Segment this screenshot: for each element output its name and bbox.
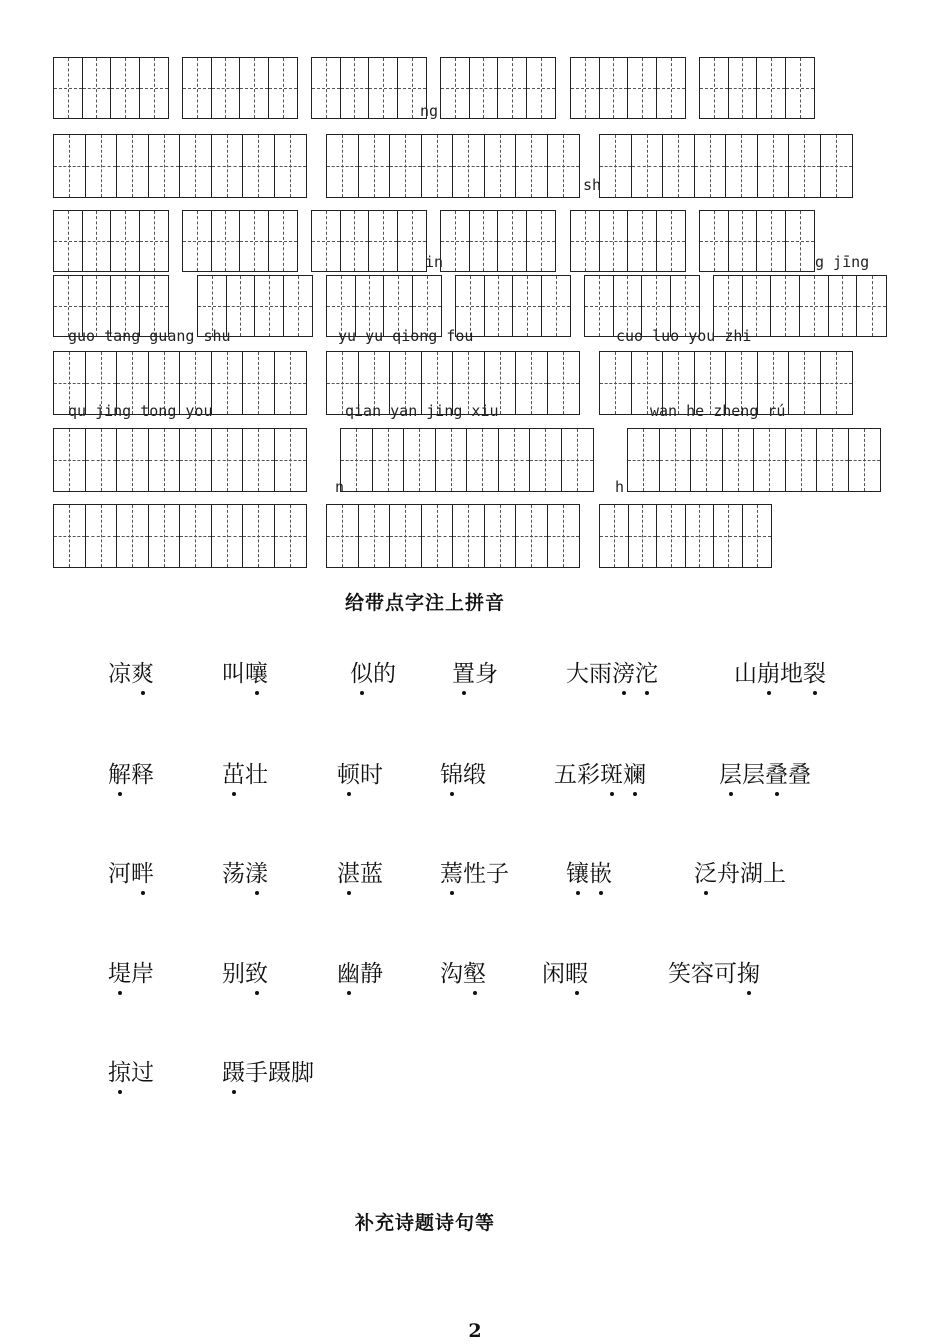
writing-grid-cell bbox=[786, 429, 818, 491]
writing-grid-cell bbox=[530, 429, 562, 491]
writing-grid-group bbox=[440, 210, 556, 272]
writing-grid-cell bbox=[686, 505, 715, 567]
word-item bbox=[222, 855, 268, 888]
writing-grid-cell bbox=[527, 58, 556, 118]
writing-grid-cell bbox=[600, 135, 632, 197]
writing-grid-cell bbox=[275, 352, 307, 414]
writing-grid-cell bbox=[743, 505, 772, 567]
dotted-character: 沱 bbox=[635, 655, 658, 688]
writing-grid-cell bbox=[571, 58, 600, 118]
writing-grid-cell bbox=[548, 135, 580, 197]
writing-grid-cell bbox=[390, 505, 422, 567]
writing-grid-cell bbox=[369, 211, 398, 271]
writing-grid-cell bbox=[275, 505, 307, 567]
dotted-character: 置 bbox=[452, 655, 475, 688]
dotted-character: 暇 bbox=[565, 955, 588, 988]
word-item bbox=[668, 955, 760, 988]
writing-grid-cell bbox=[369, 58, 398, 118]
dotted-character: 镶 bbox=[566, 855, 589, 888]
dotted-character: 嵌 bbox=[589, 855, 612, 888]
writing-grid-cell bbox=[786, 211, 815, 271]
writing-grid-cell bbox=[83, 58, 112, 118]
writing-grid-cell bbox=[54, 211, 83, 271]
writing-grid-cell bbox=[212, 211, 241, 271]
writing-grid-cell bbox=[359, 505, 391, 567]
writing-grid-cell bbox=[829, 276, 858, 336]
dotted-character: 泛 bbox=[694, 855, 717, 888]
writing-grid-cell bbox=[312, 58, 341, 118]
dotted-character: 嚷 bbox=[245, 655, 268, 688]
writing-grid-group bbox=[326, 134, 580, 198]
writing-grid-cell bbox=[453, 135, 485, 197]
word-text: 缎 bbox=[463, 762, 486, 788]
pinyin-fragment: in bbox=[425, 253, 444, 271]
writing-grid-group bbox=[53, 57, 169, 119]
writing-grid-cell bbox=[628, 429, 660, 491]
writing-grid-cell bbox=[498, 58, 527, 118]
word-text: 山 bbox=[734, 661, 757, 687]
writing-grid-cell bbox=[657, 211, 686, 271]
dotted-character: 斓 bbox=[623, 756, 646, 789]
word-item bbox=[554, 756, 646, 789]
word-text: 层 bbox=[742, 762, 765, 788]
pinyin-fragment: guo tang guang shu bbox=[68, 327, 231, 345]
word-item bbox=[108, 655, 154, 688]
word-text: 大雨 bbox=[566, 661, 612, 687]
writing-grid-cell bbox=[240, 211, 269, 271]
writing-grid-cell bbox=[516, 505, 548, 567]
writing-grid-cell bbox=[240, 58, 269, 118]
writing-grid-cell bbox=[800, 276, 829, 336]
word-text: 叠 bbox=[788, 762, 811, 788]
writing-grid-cell bbox=[600, 352, 632, 414]
writing-grid-cell bbox=[857, 276, 886, 336]
writing-grid-cell bbox=[600, 505, 629, 567]
writing-grid-cell bbox=[243, 505, 275, 567]
writing-grid-cell bbox=[516, 135, 548, 197]
word-text: 河 bbox=[108, 861, 131, 887]
writing-grid-group bbox=[311, 210, 427, 272]
pinyin-fragment: qu jing tong you bbox=[68, 402, 213, 420]
dotted-character: 斑 bbox=[600, 756, 623, 789]
writing-grid-group bbox=[627, 428, 881, 492]
pinyin-fragment: h bbox=[615, 478, 625, 496]
writing-grid-cell bbox=[516, 352, 548, 414]
writing-grid-cell bbox=[117, 135, 149, 197]
word-item bbox=[440, 855, 509, 888]
writing-grid-cell bbox=[54, 429, 86, 491]
dotted-character: 壑 bbox=[463, 955, 486, 988]
dotted-character: 层 bbox=[719, 756, 742, 789]
writing-grid-cell bbox=[757, 211, 786, 271]
word-text: 身 bbox=[475, 661, 498, 687]
writing-grid-cell bbox=[789, 135, 821, 197]
dotted-character: 锦 bbox=[440, 756, 463, 789]
writing-grid-cell bbox=[600, 211, 629, 271]
writing-grid-cell bbox=[83, 211, 112, 271]
writing-grid-cell bbox=[754, 429, 786, 491]
pinyin-fragment: ng bbox=[420, 102, 439, 120]
writing-grid-cell bbox=[758, 135, 790, 197]
word-item bbox=[452, 655, 498, 688]
writing-grid-group bbox=[570, 210, 686, 272]
writing-grid-cell bbox=[771, 276, 800, 336]
word-item bbox=[222, 655, 268, 688]
writing-grid-cell bbox=[571, 211, 600, 271]
writing-grid-cell bbox=[275, 429, 307, 491]
word-item bbox=[734, 655, 826, 688]
word-item bbox=[108, 955, 154, 988]
writing-grid-cell bbox=[183, 211, 212, 271]
writing-grid-cell bbox=[436, 429, 468, 491]
writing-grid-cell bbox=[723, 429, 755, 491]
writing-grid-group bbox=[699, 210, 815, 272]
writing-grid-cell bbox=[390, 135, 422, 197]
word-text: 壮 bbox=[245, 762, 268, 788]
writing-grid-cell bbox=[700, 211, 729, 271]
pinyin-fragment: g jīng bbox=[815, 253, 870, 271]
writing-grid-cell bbox=[548, 352, 580, 414]
writing-grid-cell bbox=[817, 429, 849, 491]
dotted-character: 似 bbox=[350, 655, 373, 688]
writing-grid-cell bbox=[243, 352, 275, 414]
dotted-character: 湛 bbox=[337, 855, 360, 888]
word-text: 闲 bbox=[542, 961, 565, 987]
word-item bbox=[108, 1054, 154, 1087]
word-item bbox=[566, 855, 612, 888]
word-item bbox=[222, 756, 268, 789]
writing-grid-cell bbox=[212, 58, 241, 118]
dotted-character: 蹑 bbox=[222, 1054, 245, 1087]
dotted-character: 叠 bbox=[765, 756, 788, 789]
dotted-character: 幽 bbox=[337, 955, 360, 988]
writing-grid-cell bbox=[117, 429, 149, 491]
writing-grid-group bbox=[340, 428, 594, 492]
writing-grid-cell bbox=[729, 58, 758, 118]
writing-grid-cell bbox=[243, 429, 275, 491]
word-text: 的 bbox=[373, 661, 396, 687]
writing-grid-cell bbox=[180, 135, 212, 197]
writing-grid-cell bbox=[628, 58, 657, 118]
dotted-character: 掠 bbox=[108, 1054, 131, 1087]
writing-grid-cell bbox=[691, 429, 723, 491]
writing-grid-cell bbox=[470, 211, 499, 271]
writing-grid-cell bbox=[117, 505, 149, 567]
word-text: 过 bbox=[131, 1060, 154, 1086]
writing-grid-cell bbox=[327, 135, 359, 197]
word-item bbox=[108, 855, 154, 888]
writing-grid-cell bbox=[180, 429, 212, 491]
writing-grid-cell bbox=[657, 58, 686, 118]
writing-grid-cell bbox=[111, 211, 140, 271]
writing-grid-cell bbox=[585, 276, 614, 336]
writing-grid-cell bbox=[600, 58, 629, 118]
pinyin-fragment: n bbox=[335, 478, 345, 496]
word-item bbox=[222, 1054, 314, 1087]
page-number: 2 bbox=[468, 1320, 482, 1342]
pinyin-fragment: sh bbox=[583, 176, 602, 194]
word-text: 舟湖上 bbox=[717, 861, 786, 887]
writing-grid-cell bbox=[786, 58, 815, 118]
writing-grid-cell bbox=[140, 211, 169, 271]
writing-grid-cell bbox=[227, 276, 256, 336]
writing-grid-cell bbox=[341, 211, 370, 271]
dotted-character: 爽 bbox=[131, 655, 154, 688]
writing-grid-cell bbox=[341, 429, 373, 491]
writing-grid-cell bbox=[255, 276, 284, 336]
writing-grid-cell bbox=[513, 276, 542, 336]
writing-grid-cell bbox=[548, 505, 580, 567]
dotted-character: 顿 bbox=[337, 756, 360, 789]
writing-grid-cell bbox=[485, 505, 517, 567]
writing-grid-cell bbox=[269, 58, 298, 118]
writing-grid-cell bbox=[441, 211, 470, 271]
word-item bbox=[108, 756, 154, 789]
writing-grid-cell bbox=[54, 135, 86, 197]
word-item bbox=[694, 855, 786, 888]
pinyin-fragment: cuo luo you zhi bbox=[616, 327, 752, 345]
writing-grid-cell bbox=[629, 505, 658, 567]
writing-grid-group bbox=[53, 428, 307, 492]
writing-grid-cell bbox=[149, 135, 181, 197]
word-item bbox=[337, 855, 383, 888]
writing-grid-cell bbox=[398, 211, 427, 271]
word-text: 时 bbox=[360, 762, 383, 788]
pinyin-fragment: wan he zheng rú bbox=[650, 402, 786, 420]
writing-grid-cell bbox=[821, 135, 853, 197]
writing-grid-cell bbox=[453, 505, 485, 567]
word-text: 荡 bbox=[222, 861, 245, 887]
word-text: 释 bbox=[131, 762, 154, 788]
writing-grid-cell bbox=[700, 58, 729, 118]
writing-grid-group bbox=[699, 57, 815, 119]
word-text: 凉 bbox=[108, 661, 131, 687]
writing-grid-cell bbox=[54, 505, 86, 567]
dotted-character: 畔 bbox=[131, 855, 154, 888]
word-item bbox=[566, 655, 658, 688]
writing-grid-cell bbox=[757, 58, 786, 118]
writing-grid-group bbox=[53, 210, 169, 272]
word-text: 别 bbox=[222, 961, 245, 987]
word-text: 叫 bbox=[222, 661, 245, 687]
word-item bbox=[337, 756, 383, 789]
writing-grid-cell bbox=[695, 135, 727, 197]
writing-grid-group bbox=[326, 504, 580, 568]
writing-grid-cell bbox=[485, 276, 514, 336]
writing-grid-cell bbox=[527, 211, 556, 271]
writing-grid-cell bbox=[726, 135, 758, 197]
writing-grid-group bbox=[182, 57, 298, 119]
dotted-character: 滂 bbox=[612, 655, 635, 688]
dotted-character: 蔫 bbox=[440, 855, 463, 888]
writing-grid-cell bbox=[341, 58, 370, 118]
word-item bbox=[337, 955, 383, 988]
word-text: 岸 bbox=[131, 961, 154, 987]
dotted-character: 致 bbox=[245, 955, 268, 988]
word-item bbox=[222, 955, 268, 988]
writing-grid-cell bbox=[628, 211, 657, 271]
writing-grid-group bbox=[53, 134, 307, 198]
dotted-character: 堤 bbox=[108, 955, 131, 988]
writing-grid-cell bbox=[498, 211, 527, 271]
word-item bbox=[440, 756, 486, 789]
writing-grid-cell bbox=[327, 505, 359, 567]
writing-grid-cell bbox=[86, 505, 118, 567]
word-text: 沟 bbox=[440, 961, 463, 987]
writing-grid-cell bbox=[562, 429, 594, 491]
writing-grid-group bbox=[182, 210, 298, 272]
writing-grid-cell bbox=[470, 58, 499, 118]
dotted-character: 裂 bbox=[803, 655, 826, 688]
writing-grid-cell bbox=[373, 429, 405, 491]
writing-grid-cell bbox=[284, 276, 313, 336]
writing-grid-group bbox=[599, 504, 772, 568]
writing-grid-cell bbox=[359, 135, 391, 197]
word-text: 手蹑脚 bbox=[245, 1060, 314, 1086]
dotted-character: 漾 bbox=[245, 855, 268, 888]
pinyin-fragment: qian yan jing xiu bbox=[345, 402, 499, 420]
word-text: 地 bbox=[780, 661, 803, 687]
writing-grid-cell bbox=[212, 429, 244, 491]
writing-grid-cell bbox=[729, 211, 758, 271]
dotted-character: 解 bbox=[108, 756, 131, 789]
writing-grid-group bbox=[440, 57, 556, 119]
writing-grid-group bbox=[53, 504, 307, 568]
writing-grid-cell bbox=[422, 505, 454, 567]
writing-grid-cell bbox=[499, 429, 531, 491]
writing-grid-cell bbox=[542, 276, 571, 336]
dotted-character: 茁 bbox=[222, 756, 245, 789]
writing-grid-cell bbox=[312, 211, 341, 271]
word-item bbox=[440, 955, 486, 988]
word-text: 性子 bbox=[463, 861, 509, 887]
writing-grid-cell bbox=[404, 429, 436, 491]
writing-grid-cell bbox=[212, 505, 244, 567]
section-title-pinyin: 给带点字注上拼音 bbox=[344, 592, 505, 614]
writing-grid-cell bbox=[54, 58, 83, 118]
writing-grid-cell bbox=[149, 429, 181, 491]
writing-grid-group bbox=[311, 57, 427, 119]
writing-grid-cell bbox=[269, 211, 298, 271]
pinyin-fragment: yu yu qiong fou bbox=[338, 327, 474, 345]
writing-grid-cell bbox=[212, 352, 244, 414]
writing-grid-area bbox=[0, 0, 950, 580]
writing-grid-cell bbox=[243, 135, 275, 197]
writing-grid-cell bbox=[467, 429, 499, 491]
writing-grid-cell bbox=[821, 352, 853, 414]
writing-grid-cell bbox=[86, 429, 118, 491]
writing-grid-group bbox=[599, 134, 853, 198]
word-text: 蓝 bbox=[360, 861, 383, 887]
writing-grid-group bbox=[570, 57, 686, 119]
writing-grid-cell bbox=[422, 135, 454, 197]
writing-grid-cell bbox=[660, 429, 692, 491]
writing-grid-cell bbox=[275, 135, 307, 197]
writing-grid-cell bbox=[111, 58, 140, 118]
writing-grid-cell bbox=[849, 429, 881, 491]
writing-grid-cell bbox=[86, 135, 118, 197]
word-item bbox=[542, 955, 588, 988]
writing-grid-cell bbox=[632, 135, 664, 197]
writing-grid-cell bbox=[180, 505, 212, 567]
word-item bbox=[719, 756, 811, 789]
writing-grid-cell bbox=[441, 58, 470, 118]
section-title-poems: 补充诗题诗句等 bbox=[354, 1212, 495, 1234]
writing-grid-cell bbox=[140, 58, 169, 118]
word-item bbox=[350, 655, 396, 688]
word-text: 五彩 bbox=[554, 762, 600, 788]
writing-grid-cell bbox=[212, 135, 244, 197]
writing-grid-cell bbox=[789, 352, 821, 414]
dotted-character: 崩 bbox=[757, 655, 780, 688]
writing-grid-cell bbox=[714, 505, 743, 567]
dotted-character: 掬 bbox=[737, 955, 760, 988]
writing-grid-cell bbox=[485, 135, 517, 197]
word-text: 笑容可 bbox=[668, 961, 737, 987]
word-text: 静 bbox=[360, 961, 383, 987]
writing-grid-cell bbox=[663, 135, 695, 197]
writing-grid-cell bbox=[657, 505, 686, 567]
writing-grid-cell bbox=[149, 505, 181, 567]
writing-grid-cell bbox=[183, 58, 212, 118]
